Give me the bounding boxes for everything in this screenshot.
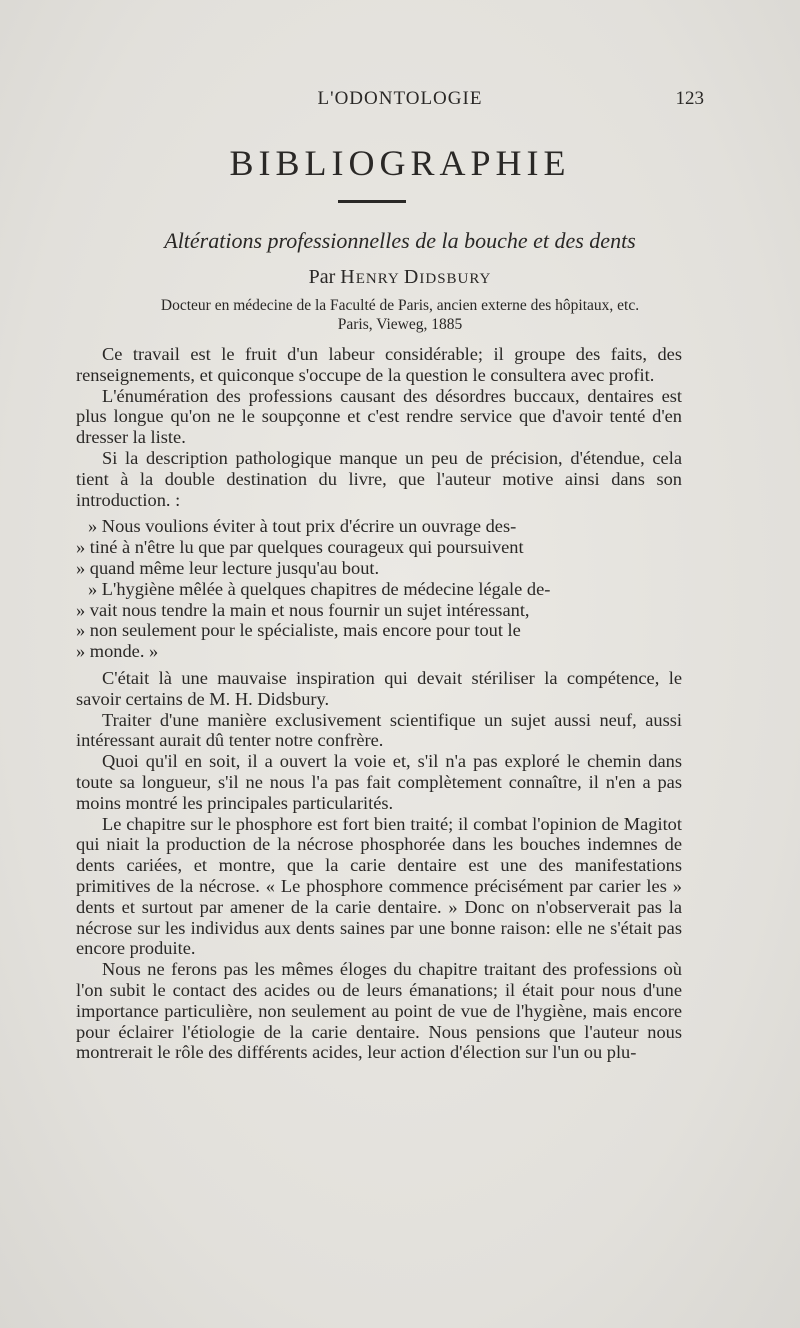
quote-line: » vait nous tendre la main et nous fournir un sujet intéressant,	[76, 599, 530, 620]
paragraph: L'énumération des professions causant des désordres buccaux, dentaires est plus longue qu'on ne le soupçonne et c'est rendre service que d'avoir tenté d'en dresser la liste.	[76, 385, 682, 448]
paragraph: Si la description pathologique manque un peu de précision, d'étendue, cela tient à la double destination du livre, que l'auteur motive ainsi dans son introduction. :	[76, 447, 682, 510]
quote-line: » quand même leur lecture jusqu'au bout.	[76, 557, 380, 578]
quote-line: » monde. »	[76, 641, 159, 662]
author-name: HENRY DIDSBURY	[340, 266, 492, 288]
running-title: L'ODONTOLOGIE	[317, 88, 483, 109]
byline-prefix: Par	[308, 266, 336, 288]
paragraph: Le chapitre sur le phosphore est fort bien traité; il combat l'opinion de Magitot qui niait la production de la nécrose phosphorée dans les bouches indemnes de dents cariées, et montre, que la carie dentaire est une des manifestations primitives de la nécrose. « Le phosphore commence précisément par carier les » dents et surtout par amener de la carie dentaire. » Donc on n'observerait pas la nécrose sur les individus aux dents saines par une bonne raison: elle ne s'était pas encore produite.	[76, 813, 682, 959]
publisher-info: Paris, Vieweg, 1885	[337, 316, 463, 333]
quotation	[76, 516, 682, 662]
book-title: Altérations professionnelles de la bouche et des dents	[164, 228, 636, 253]
review-body	[76, 344, 682, 1063]
paragraph: Traiter d'une manière exclusivement scientifique un sujet aussi neuf, aussi intéressant aurait dû tenter notre confrère.	[76, 709, 682, 751]
paragraph: Nous ne ferons pas les mêmes éloges du chapitre traitant des professions où l'on subit le contact des acides ou de leurs émanations; il était pour nous d'une importance particulière, non seulement au point de vue de l'hygiène, mais encore pour éclairer l'étiologie de la carie dentaire. Nous pensions que l'auteur nous montrerait le rôle des différents acides, leur action d'élection sur l'un ou plu-	[76, 959, 682, 1063]
quote-line: » Nous voulions éviter à tout prix d'écrire un ouvrage des-	[88, 516, 517, 537]
section-title: BIBLIOGRAPHIE	[229, 143, 571, 183]
quote-line: » L'hygiène mêlée à quelques chapitres de médecine légale de-	[88, 578, 551, 599]
author-credentials: Docteur en médecine de la Faculté de Paris, ancien externe des hôpitaux, etc.	[160, 297, 640, 314]
title-rule	[338, 200, 406, 203]
paragraph: Quoi qu'il en soit, il a ouvert la voie et, s'il n'a pas exploré le chemin dans toute sa longueur, s'il ne nous l'a pas fait complètement connaître, il n'en a pas moins montré les principales particularités.	[76, 751, 682, 813]
paragraph: C'était là une mauvaise inspiration qui devait stériliser la compétence, le savoir certains de M. H. Didsbury.	[76, 667, 682, 709]
credentials	[74, 296, 726, 334]
quote-line: » tiné à n'être lu que par quelques courageux qui poursuivent	[76, 537, 524, 558]
page-number: 123	[675, 88, 704, 109]
byline	[0, 266, 800, 289]
quote-line: » non seulement pour le spécialiste, mais encore pour tout le	[76, 620, 521, 641]
paragraph: Ce travail est le fruit d'un labeur considérable; il groupe des faits, des renseignements, et quiconque s'occupe de la question le consultera avec profit.	[76, 344, 682, 385]
